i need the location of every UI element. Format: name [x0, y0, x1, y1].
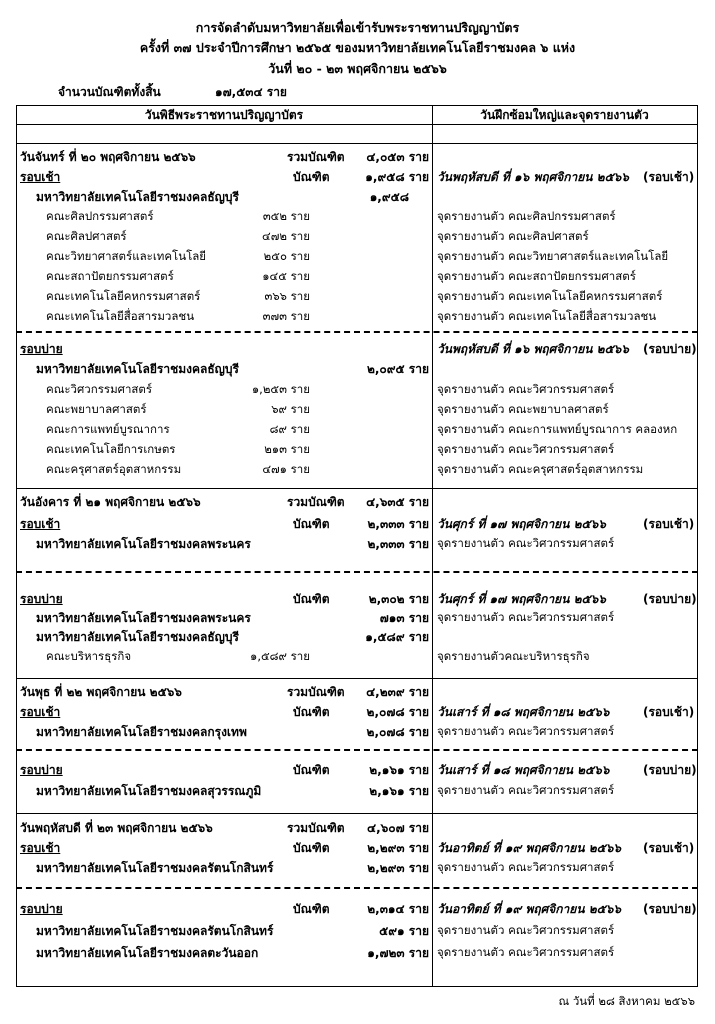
total-graduates-label: จำนวนบัณฑิตทั้งสิ้น	[58, 85, 161, 99]
session-graduates-label: บัณฑิต	[293, 705, 330, 719]
doc-title: การจัดลำดับมหาวิทยาลัยเพื่อเข้ารับพระราชทานปริญญาบัตร	[195, 20, 520, 35]
rehearsal-date: วันเสาร์ ที่ ๑๘ พฤศจิกายน ๒๕๖๖	[437, 763, 610, 777]
rehearsal-round: (รอบเช้า)	[643, 705, 695, 719]
faculty-name: คณะวิศวกรรมศาสตร์	[46, 382, 153, 396]
university-name: มหาวิทยาลัยเทคโนโลยีราชมงคลตะวันออก	[36, 946, 259, 960]
dashed-separator	[16, 749, 698, 751]
faculty-name: คณะพยาบาลศาสตร์	[46, 402, 147, 416]
university-name: มหาวิทยาลัยเทคโนโลยีราชมงคลพระนคร	[36, 537, 251, 551]
report-point: จุดรายงานตัว คณะครุศาสตร์อุตสาหกรรม	[437, 462, 644, 476]
university-total: ๒,๒๙๓ ราย	[367, 861, 429, 875]
rehearsal-round: (รอบบ่าย)	[643, 902, 697, 916]
rehearsal-round: (รอบเช้า)	[643, 841, 695, 855]
university-total: ๒,๐๙๕ ราย	[366, 362, 429, 376]
report-point: จุดรายงานตัว คณะวิศวกรรมศาสตร์	[437, 923, 615, 937]
column-header-ceremony: วันพิธีพระราชทานปริญญาบัตร	[144, 108, 304, 122]
report-point: จุดรายงานตัว คณะพยาบาลศาสตร์	[437, 402, 609, 416]
row-separator	[16, 813, 698, 814]
day-heading: วันจันทร์ ที่ ๒๐ พฤศจิกายน ๒๕๖๖	[20, 150, 196, 164]
day-total-label: รวมบัณฑิต	[287, 685, 345, 699]
session-graduates-value: ๒,๓๓๓ ราย	[367, 517, 429, 531]
rehearsal-date: วันอาทิตย์ ที่ ๑๙ พฤศจิกายน ๒๕๖๖	[437, 841, 621, 855]
university-name: มหาวิทยาลัยเทคโนโลยีราชมงคลรัตนโกสินทร์	[36, 924, 274, 938]
session-graduates-value: ๒,๒๙๓ ราย	[367, 841, 429, 855]
rehearsal-date: วันพฤหัสบดี ที่ ๑๖ พฤศจิกายน ๒๕๖๖	[437, 342, 629, 356]
faculty-count: ๖๙ ราย	[271, 402, 310, 416]
faculty-name: คณะเทคโนโลยีสื่อสารมวลชน	[46, 309, 195, 323]
faculty-name: คณะสถาปัตยกรรมศาสตร์	[46, 269, 174, 283]
table-top-border	[16, 105, 698, 106]
report-point: จุดรายงานตัว คณะวิศวกรรมศาสตร์	[437, 860, 615, 874]
faculty-name: คณะศิลปกรรมศาสตร์	[46, 209, 154, 223]
rehearsal-round: (รอบเช้า)	[643, 517, 695, 531]
total-graduates-value: ๑๗,๕๓๔ ราย	[215, 85, 287, 99]
session-label: รอบบ่าย	[20, 342, 63, 356]
faculty-count: ๔๗๑ ราย	[262, 462, 310, 476]
report-point: จุดรายงานตัว คณะสถาปัตยกรรมศาสตร์	[437, 269, 636, 283]
faculty-count: ๔๗๒ ราย	[262, 229, 310, 243]
dashed-separator	[16, 887, 698, 889]
faculty-count: ๑,๒๕๓ ราย	[251, 382, 310, 396]
row-separator	[16, 488, 698, 489]
faculty-count: ๓๗๓ ราย	[262, 309, 310, 323]
report-point: จุดรายงานตัว คณะเทคโนโลยีสื่อสารมวลชน	[437, 309, 657, 323]
report-point: จุดรายงานตัว คณะวิศวกรรมศาสตร์	[437, 610, 615, 624]
university-total: ๒,๓๓๓ ราย	[367, 537, 429, 551]
report-point: จุดรายงานตัว คณะวิศวกรรมศาสตร์	[437, 724, 615, 738]
rehearsal-round: (รอบบ่าย)	[643, 763, 697, 777]
session-label: รอบเช้า	[20, 841, 61, 855]
doc-date-range: วันที่ ๒๐ - ๒๓ พฤศจิกายน ๒๕๖๖	[268, 61, 447, 76]
report-point: จุดรายงานตัว คณะศิลปกรรมศาสตร์	[437, 209, 616, 223]
dashed-separator	[16, 331, 698, 333]
faculty-name: คณะครุศาสตร์อุตสาหกรรม	[46, 462, 182, 476]
session-label: รอบเช้า	[20, 170, 61, 184]
dashed-separator	[16, 571, 698, 573]
report-point: จุดรายงานตัว คณะการแพทย์บูรณาการ คลองหก	[437, 422, 678, 436]
row-separator	[16, 143, 698, 144]
day-total-value: ๔,๖๓๕ ราย	[366, 495, 429, 509]
rehearsal-date: วันศุกร์ ที่ ๑๗ พฤศจิกายน ๒๕๖๖	[437, 592, 606, 606]
rehearsal-date: วันอาทิตย์ ที่ ๑๙ พฤศจิกายน ๒๕๖๖	[437, 902, 621, 916]
university-name: มหาวิทยาลัยเทคโนโลยีราชมงคลธัญบุรี	[36, 190, 239, 204]
session-graduates-value: ๒,๓๐๒ ราย	[368, 592, 429, 606]
rehearsal-round: (รอบเช้า)	[643, 170, 695, 184]
faculty-count: ๑,๕๘๙ ราย	[250, 649, 310, 663]
session-graduates-value: ๒,๑๖๑ ราย	[369, 763, 429, 777]
footer-date: ณ วันที่ ๒๘ สิงหาคม ๒๕๖๖	[558, 994, 695, 1008]
session-graduates-label: บัณฑิต	[293, 902, 330, 916]
day-heading: วันพุธ ที่ ๒๒ พฤศจิกายน ๒๕๖๖	[20, 685, 182, 699]
rehearsal-date: วันเสาร์ ที่ ๑๘ พฤศจิกายน ๒๕๖๖	[437, 705, 610, 719]
day-total-label: รวมบัณฑิต	[287, 495, 345, 509]
report-point: จุดรายงานตัว คณะเทคโนโลยีคหกรรมศาสตร์	[437, 289, 663, 303]
table-header-border	[16, 124, 698, 125]
faculty-count: ๘๙ ราย	[269, 422, 310, 436]
faculty-name: คณะวิทยาศาสตร์และเทคโนโลยี	[46, 249, 207, 263]
session-graduates-label: บัณฑิต	[293, 592, 330, 606]
faculty-count: ๑๔๕ ราย	[262, 269, 310, 283]
table-right-border	[697, 105, 698, 986]
session-label: รอบบ่าย	[20, 902, 63, 916]
rehearsal-round: (รอบบ่าย)	[643, 592, 697, 606]
report-point: จุดรายงานตัว คณะวิศวกรรมศาสตร์	[437, 945, 615, 959]
university-name: มหาวิทยาลัยเทคโนโลยีราชมงคลพระนคร	[36, 611, 251, 625]
university-name: มหาวิทยาลัยเทคโนโลยีราชมงคลกรุงเทพ	[36, 725, 247, 739]
faculty-name: คณะการแพทย์บูรณาการ	[46, 422, 170, 436]
university-total: ๑,๕๘๙ ราย	[365, 630, 429, 644]
university-total: ๕๙๑ ราย	[379, 924, 429, 938]
report-point: จุดรายงานตัว คณะวิศวกรรมศาสตร์	[437, 783, 615, 797]
table-left-border	[16, 105, 17, 986]
faculty-count: ๓๖๖ ราย	[264, 289, 310, 303]
day-heading: วันพฤหัสบดี ที่ ๒๓ พฤศจิกายน ๒๕๖๖	[20, 821, 213, 835]
report-point: จุดรายงานตัว คณะวิศวกรรมศาสตร์	[437, 442, 615, 456]
university-total: ๒,๑๖๑ ราย	[369, 784, 429, 798]
column-header-rehearsal: วันฝึกซ้อมใหญ่และจุดรายงานตัว	[480, 108, 649, 122]
university-name: มหาวิทยาลัยเทคโนโลยีราชมงคลรัตนโกสินทร์	[36, 861, 274, 875]
university-name: มหาวิทยาลัยเทคโนโลยีราชมงคลธัญบุรี	[36, 630, 239, 644]
university-total: ๒,๐๗๘ ราย	[366, 725, 429, 739]
faculty-count: ๒๑๓ ราย	[264, 442, 310, 456]
session-label: รอบเช้า	[20, 517, 61, 531]
university-total: ๑,๗๒๓ ราย	[367, 946, 429, 960]
table-bottom-border	[16, 986, 698, 987]
doc-subtitle: ครั้งที่ ๓๗ ประจำปีการศึกษา ๒๕๖๕ ของมหาวิทยาลัยเทคโนโลยีราชมงคล ๖ แห่ง	[139, 40, 576, 55]
day-total-value: ๔,๒๓๙ ราย	[366, 685, 429, 699]
day-heading: วันอังคาร ที่ ๒๑ พฤศจิกายน ๒๕๖๖	[20, 495, 201, 509]
faculty-name: คณะศิลปศาสตร์	[46, 229, 127, 243]
session-graduates-value: ๑,๙๕๘ ราย	[365, 170, 429, 184]
rehearsal-round: (รอบบ่าย)	[643, 342, 697, 356]
report-point: จุดรายงานตัว คณะวิทยาศาสตร์และเทคโนโลยี	[437, 249, 669, 263]
university-total: ๑,๙๕๘	[369, 190, 409, 204]
report-point: จุดรายงานตัว คณะวิศวกรรมศาสตร์	[437, 536, 615, 550]
day-total-value: ๔,๐๕๓ ราย	[366, 150, 429, 164]
session-graduates-value: ๒,๐๗๘ ราย	[366, 705, 429, 719]
session-graduates-label: บัณฑิต	[293, 170, 330, 184]
rehearsal-date: วันศุกร์ ที่ ๑๗ พฤศจิกายน ๒๕๖๖	[437, 517, 606, 531]
session-label: รอบบ่าย	[20, 763, 63, 777]
report-point: จุดรายงานตัวคณะบริหารธุรกิจ	[437, 649, 590, 663]
session-graduates-value: ๒,๓๑๔ ราย	[367, 902, 429, 916]
report-point: จุดรายงานตัว คณะศิลปศาสตร์	[437, 229, 589, 243]
faculty-name: คณะเทคโนโลยีการเกษตร	[46, 442, 176, 456]
row-separator	[16, 678, 698, 679]
table-column-divider	[432, 105, 433, 986]
day-total-label: รวมบัณฑิต	[287, 821, 345, 835]
university-total: ๗๑๓ ราย	[379, 611, 429, 625]
day-total-label: รวมบัณฑิต	[287, 150, 345, 164]
faculty-name: คณะเทคโนโลยีคหกรรมศาสตร์	[46, 289, 201, 303]
rehearsal-date: วันพฤหัสบดี ที่ ๑๖ พฤศจิกายน ๒๕๖๖	[437, 170, 629, 184]
university-name: มหาวิทยาลัยเทคโนโลยีราชมงคลสุวรรณภูมิ	[36, 784, 262, 798]
session-graduates-label: บัณฑิต	[293, 517, 330, 531]
faculty-count: ๓๕๒ ราย	[262, 209, 310, 223]
day-total-value: ๔,๖๐๗ ราย	[367, 821, 429, 835]
faculty-name: คณะบริหารธุรกิจ	[46, 649, 132, 663]
session-graduates-label: บัณฑิต	[293, 841, 330, 855]
session-label: รอบเช้า	[20, 705, 61, 719]
university-name: มหาวิทยาลัยเทคโนโลยีราชมงคลธัญบุรี	[36, 362, 239, 376]
session-graduates-label: บัณฑิต	[293, 763, 330, 777]
faculty-count: ๒๕๐ ราย	[263, 249, 310, 263]
report-point: จุดรายงานตัว คณะวิศวกรรมศาสตร์	[437, 382, 615, 396]
session-label: รอบบ่าย	[20, 592, 63, 606]
